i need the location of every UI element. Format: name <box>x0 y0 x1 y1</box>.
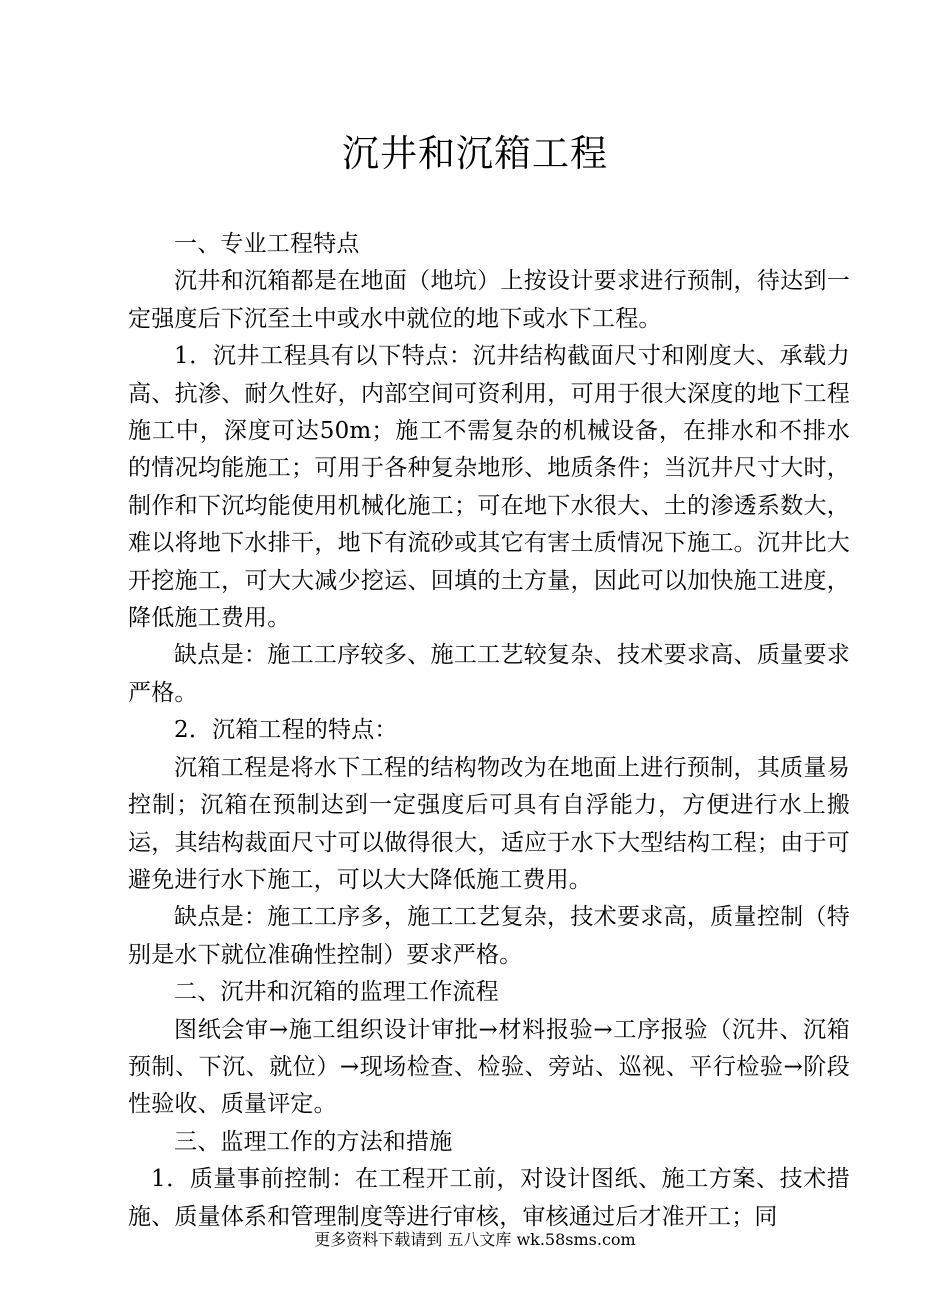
section-heading-workflow: 二、沉井和沉箱的监理工作流程 <box>174 979 499 1006</box>
subheading-box-caisson-features: 2．沉箱工程的特点： <box>174 717 398 744</box>
paragraph-box-caisson: 沉箱工程是将水下工程的结构物改为在地面上进行预制，其质量易控制；沉箱在预制达到一定强度后可具有自浮能力，方便进行水上搬运，其结构裁面尺寸可以做得很大，适应于水下大型结构工程；由于可避免进行水下施工，可以大大降低施工费用。 <box>128 754 850 893</box>
section-heading-features: 一、专业工程特点 <box>174 231 360 257</box>
section-heading-methods: 三、监理工作的方法和措施 <box>174 1128 453 1155</box>
paragraph-caisson-well-drawbacks: 缺点是：施工工序较多、施工工艺较复杂、技术要求高、质量要求严格。 <box>128 642 850 706</box>
paragraph-caisson-well-features: 1．沉井工程具有以下特点：沉井结构截面尺寸和刚度大、承载力高、抗渗、耐久性好，内部空间可资利用，可用于很大深度的地下工程施工中，深度可达50m；施工不需复杂的机械设备，在排水和不排水的情况均能施工；可用于各种复杂地形、地质条件；当沉井尺寸大时，制作和下沉均能使用机械化施工；可在地下水很大、土的渗透系数大，难以将地下水排干，地下有流砂或其它有害土质情况下施工。沉井比大开挖施工，可大大减少挖运、回填的土方量，因此可以加快施工进度，降低施工费用。 <box>128 343 850 632</box>
page-title: 沉井和沉箱工程 <box>342 132 608 175</box>
paragraph-quality-control: 1．质量事前控制：在工程开工前，对设计图纸、施工方案、技术措施、质量体系和管理制度等进行审核，审核通过后才准开工；同 <box>128 1166 850 1230</box>
document-body <box>128 226 850 1236</box>
paragraph-box-caisson-drawbacks: 缺点是：施工工序多，施工工艺复杂，技术要求高，质量控制（特别是水下就位准确性控制）要求严格。 <box>128 904 850 968</box>
paragraph-workflow: 图纸会审→施工组织设计审批→材料报验→工序报验（沉井、沉箱预制、下沉、就位）→现场检查、检验、旁站、巡视、平行检验→阶段性验收、质量评定。 <box>128 1016 850 1118</box>
paragraph-intro: 沉井和沉箱都是在地面（地坑）上按设计要求进行预制，待达到一定强度后下沉至土中或水中就位的地下或水下工程。 <box>128 268 850 332</box>
footer-text: 更多资料下载请到 五八文库 wk.58sms.com <box>314 1230 636 1249</box>
